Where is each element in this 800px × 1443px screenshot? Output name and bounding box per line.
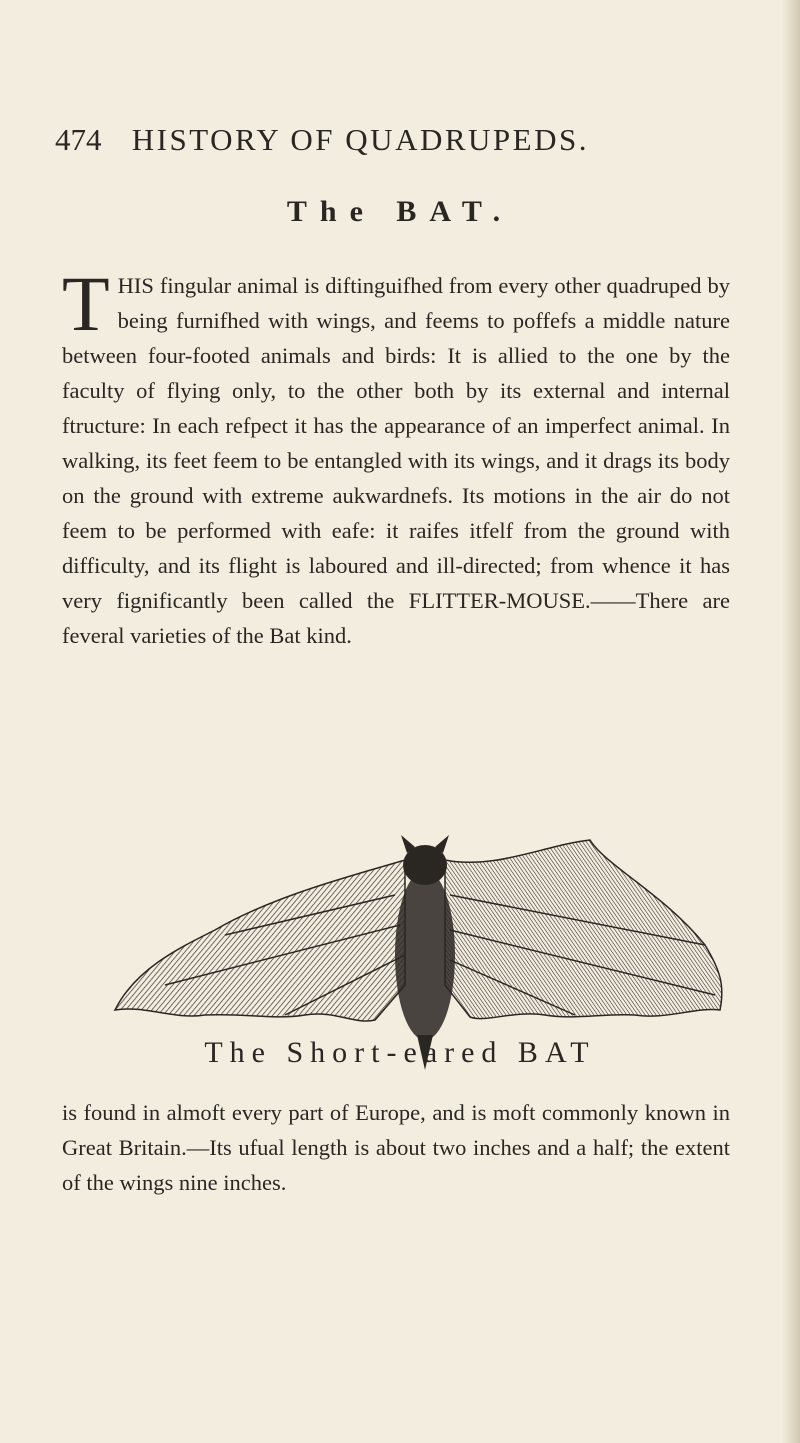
running-title: HISTORY OF QUADRUPEDS.	[131, 122, 589, 157]
paragraph-intro-text: HIS fingular animal is diftinguifhed from every other quadruped by being furnifhed with wings, and feems to poffefs a middle nature between four-footed animals and birds: It is allied to the one by the faculty of flying only, to the other both by its external and internal ftructure: In each refpect it has the appearance of an imperfect animal. In walking, its feet feem to be entangled with its wings, and it drags its body on the ground with extreme aukwardnefs. Its motions in the air do not feem to be performed with eafe: it raifes itfelf from the ground with difficulty, and its flight is laboured and ill-directed; from whence it has very fignificantly been called the FLITTER-MOUSE.——There are feveral varieties of the Bat kind.	[62, 273, 730, 648]
figure-caption: The Short-eared BAT	[204, 1036, 596, 1069]
bat-body	[395, 835, 455, 1070]
right-wing	[445, 840, 722, 1019]
section-title: The BAT.	[286, 195, 514, 228]
paragraph-description: is found in almoft every part of Europe, and is moft commonly known in Great Britain.—Its ufual length is about two inches and a half; the extent of the wings nine inches.	[62, 1100, 730, 1195]
left-wing	[115, 860, 405, 1021]
drop-cap: T	[62, 260, 110, 347]
page-number: 474	[55, 122, 102, 157]
paragraph-intro	[62, 260, 730, 653]
running-header	[55, 122, 755, 162]
